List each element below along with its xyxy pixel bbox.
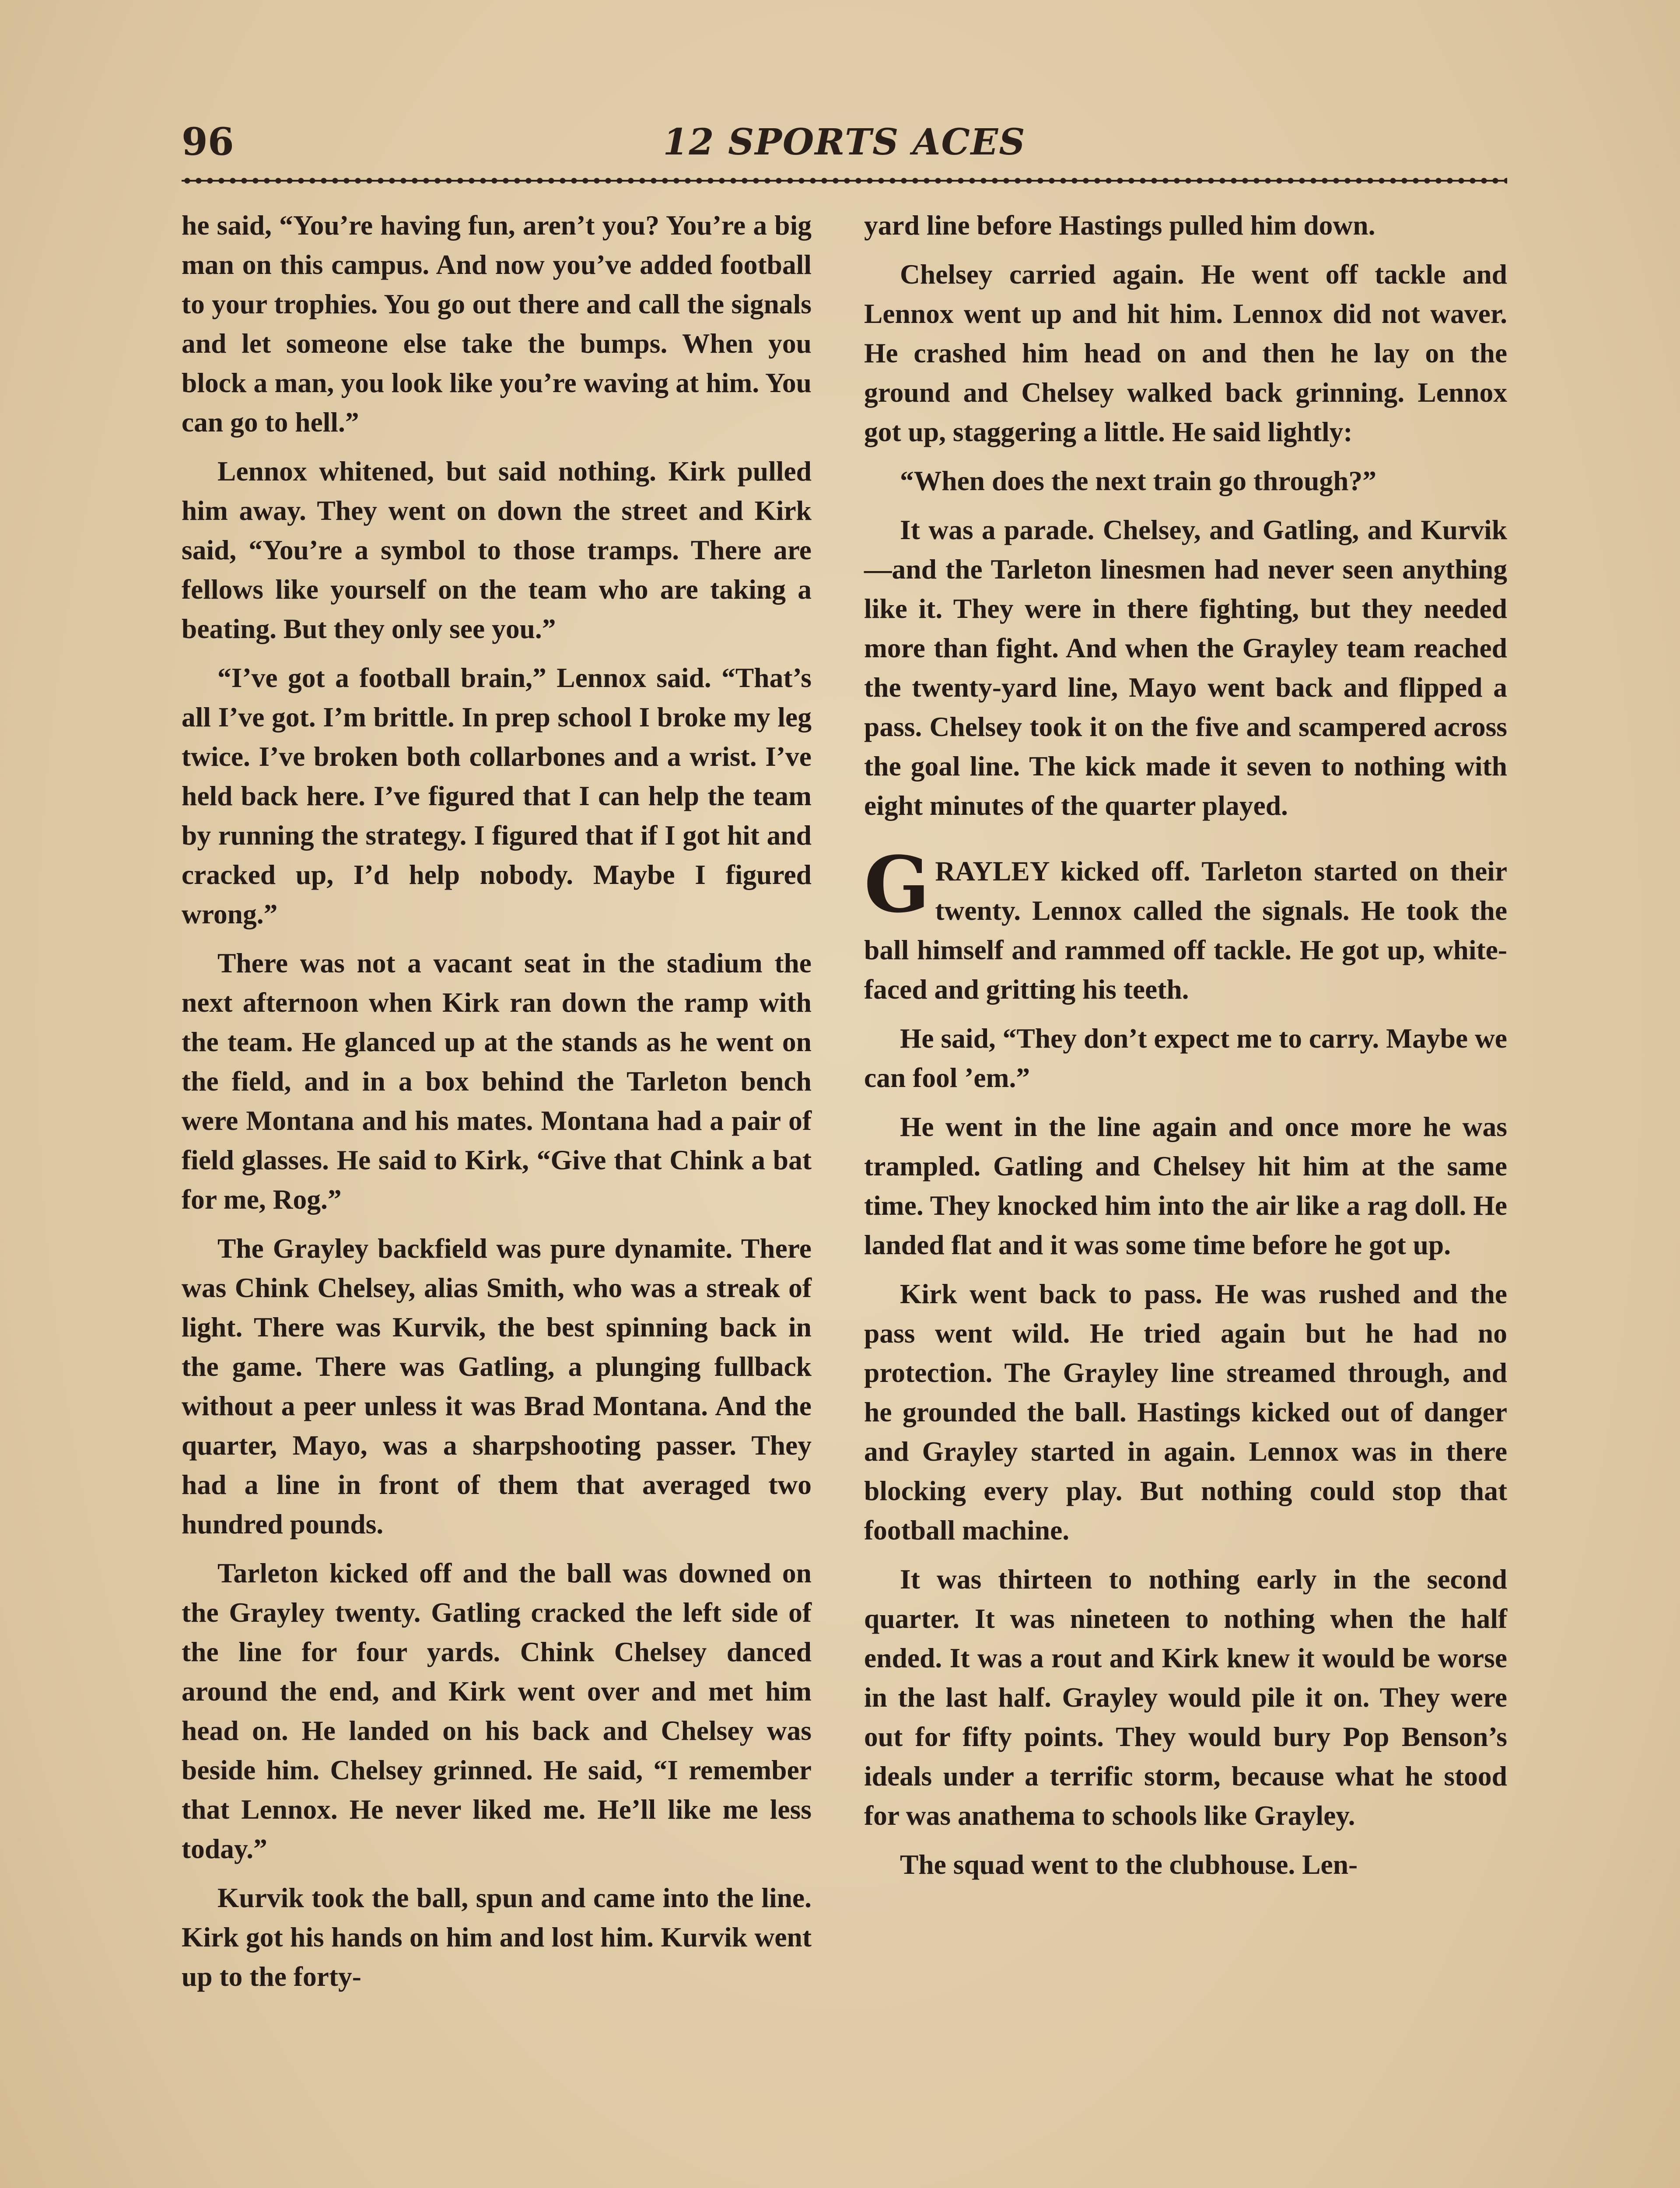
paragraph: “I’ve got a football brain,” Lennox said. “That’s all I’ve got. I’m brittle. In prep school I broke my leg twice. I’ve broken both collarbones and a wrist. I’ve held back here. I’ve figured that I can help the team by running the strategy. I figured that if I got hit and cracked up, I’d help nobody. Maybe I figured wrong.” — [182, 662, 812, 929]
paragraph: yard line before Hastings pulled him down. — [864, 210, 1376, 241]
paragraph: Kurvik took the ball, spun and came into the line. Kirk got his hands on him and lost him. Kurvik went up to the forty- — [182, 1882, 812, 1992]
paragraph: He went in the line again and once more he was trampled. Gatling and Chelsey hit him at the same time. They knocked him into the air like a rag doll. He landed flat and it was some time before he got up. — [864, 1111, 1507, 1260]
header-dotted-rule — [182, 176, 1507, 186]
page-number: 96 — [182, 120, 234, 164]
right-column — [864, 206, 1507, 1894]
paragraph: He said, “They don’t expect me to carry. Maybe we can fool ’em.” — [864, 1023, 1507, 1093]
dropcap-paragraph — [864, 839, 1507, 1009]
paragraph: Tarleton kicked off and the ball was downed on the Grayley twenty. Gatling cracked the left side of the line for four yards. Chink Chelsey danced around the end, and Kirk went over and met him head on. He landed on his back and Chelsey was beside him. Chelsey grinned. He said, “I remember that Lennox. He never liked me. He’ll like me less today.” — [182, 1557, 812, 1864]
paragraph: he said, “You’re having fun, aren’t you? You’re a big man on this campus. And now you’ve added football to your trophies. You go out there and call the signals and let someone else take the bumps. When you block a man, you look like you’re waving at him. You can go to hell.” — [182, 210, 812, 438]
paragraph: It was a parade. Chelsey, and Gatling, and Kurvik—and the Tarleton linesmen had never seen anything like it. They were in there fighting, but they needed more than fight. And when the Grayley team reached the twenty-yard line, Mayo went back and flipped a pass. Chelsey took it on the five and scampered across the goal line. The kick made it seven to nothing with eight minutes of the quarter played. — [864, 514, 1507, 821]
paragraph: Chelsey carried again. He went off tackle and Lennox went up and hit him. Lennox did not waver. He crashed him head on and then he lay on the ground and Chelsey walked back grinning. Lennox got up, staggering a little. He said lightly: — [864, 259, 1507, 447]
paragraph: Lennox whitened, but said nothing. Kirk pulled him away. They went on down the street and Kirk said, “You’re a symbol to those tramps. There are fellows like yourself on the team who are taking a beating. But they only see you.” — [182, 456, 812, 644]
left-column — [182, 206, 812, 2006]
paragraph: Kirk went back to pass. He was rushed and the pass went wild. He tried again but he had no protection. The Grayley line streamed through, and he grounded the ball. Hastings kicked out of danger and Grayley started in again. Lennox was in there blocking every play. But nothing could stop that football machine. — [864, 1278, 1507, 1546]
paragraph: There was not a vacant seat in the stadium the next afternoon when Kirk ran down the ramp with the team. He glanced up at the stands as he went on the field, and in a box behind the Tarleton bench were Montana and his mates. Montana had a pair of field glasses. He said to Kirk, “Give that Chink a bat for me, Rog.” — [182, 947, 812, 1215]
page-header — [182, 118, 1507, 171]
magazine-title: 12 SPORTS ACES — [663, 121, 1026, 163]
drop-cap: G — [864, 839, 930, 930]
paragraph: The Grayley backfield was pure dynamite. There was Chink Chelsey, alias Smith, who was a streak of light. There was Kurvik, the best spinning back in the game. There was Gatling, a plunging fullback without a peer unless it was Brad Montana. And the quarter, Mayo, was a sharpshooting passer. They had a line in front of them that averaged two hundred pounds. — [182, 1233, 812, 1539]
paragraph: “When does the next train go through?” — [900, 465, 1376, 496]
paragraph: The squad went to the clubhouse. Len- — [900, 1849, 1358, 1880]
dropcap-paragraph-text: RAYLEY kicked off. Tarleton started on their twenty. Lennox called the signals. He took the ball himself and rammed off tackle. He got up, white-faced and gritting his teeth. — [864, 856, 1507, 1005]
paragraph: It was thirteen to nothing early in the second quarter. It was nineteen to nothing when the half ended. It was a rout and Kirk knew it would be worse in the last half. Grayley would pile it on. They were out for fifty points. They would bury Pop Benson’s ideals under a terrific storm, because what he stood for was anathema to schools like Grayley. — [864, 1564, 1507, 1831]
